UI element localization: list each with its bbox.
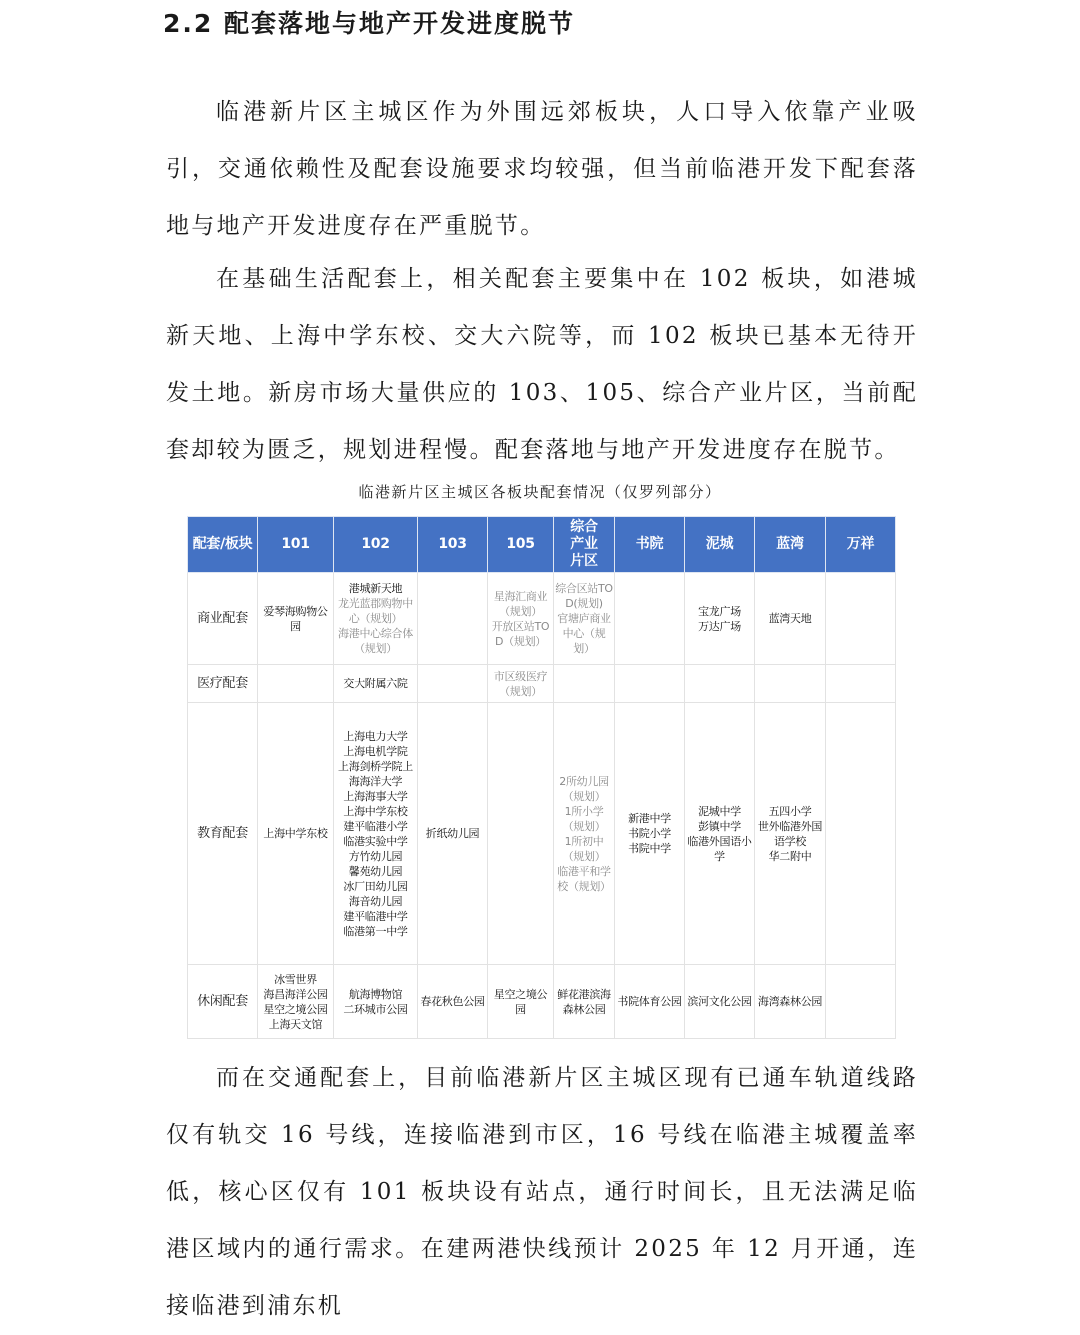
cell-entry: 蓝湾天地 xyxy=(768,612,812,625)
cell-entry: 海湾森林公园 xyxy=(757,995,823,1008)
table-cell xyxy=(418,703,488,965)
cell-entry: 综合区站TOD(规划) xyxy=(555,582,613,610)
table-cell xyxy=(334,573,418,665)
cell-entry: 鲜花港滨海森林公园 xyxy=(557,987,611,1016)
cell-entry: 海港中心综合体（规划） xyxy=(338,627,413,655)
cell-entry: 宝龙广场 xyxy=(698,604,741,618)
cell-entry: 建平临港中学 xyxy=(343,909,408,923)
table-cell xyxy=(826,965,896,1039)
header-cell: 书院 xyxy=(615,517,685,573)
cell-entry: 冰雪世界 xyxy=(274,972,317,986)
table-cell xyxy=(755,573,826,665)
cell-entry: 上海电力大学 xyxy=(343,729,408,743)
cell-entry: 临港实验中学 xyxy=(343,834,408,848)
table-cell xyxy=(488,665,554,703)
table-cell xyxy=(685,703,755,965)
cell-entry: 泥城中学 xyxy=(698,804,741,818)
row-label: 休闲配套 xyxy=(188,965,258,1039)
table-cell xyxy=(554,665,615,703)
cell-entry: 建平临港小学 xyxy=(343,819,408,833)
table-cell xyxy=(685,965,755,1039)
table-cell xyxy=(685,573,755,665)
table-cell xyxy=(554,703,615,965)
header-cell: 101 xyxy=(258,517,334,573)
cell-entry: 星空之境公园 xyxy=(263,1002,328,1016)
cell-entry: 1所小学（规划） xyxy=(562,804,606,833)
cell-entry: 上海海事大学 xyxy=(343,789,408,803)
cell-entry: 世外临港外国语学校 xyxy=(757,819,823,848)
table-row xyxy=(188,965,896,1039)
cell-entry: 临港平和学校（规划） xyxy=(557,864,611,893)
cell-entry: 2所幼儿园（规划） xyxy=(559,774,609,803)
table-cell xyxy=(615,965,685,1039)
table-cell xyxy=(554,965,615,1039)
table-cell xyxy=(334,703,418,965)
header-cell: 102 xyxy=(334,517,418,573)
cell-entry: 爱琴海购物公园 xyxy=(263,604,328,633)
cell-entry: 交大附属六院 xyxy=(343,677,408,690)
table-cell xyxy=(615,703,685,965)
table-cell xyxy=(755,965,826,1039)
table-cell xyxy=(258,665,334,703)
table-cell xyxy=(258,573,334,665)
cell-entry: 折纸幼儿园 xyxy=(425,827,480,840)
cell-entry: 临港外国语小学 xyxy=(687,834,752,863)
table-cell xyxy=(755,665,826,703)
cell-entry: 书院体育公园 xyxy=(617,995,682,1008)
cell-entry: 星海汇商业（规划） xyxy=(493,589,548,618)
cell-entry: 二环城市公园 xyxy=(343,1002,408,1016)
header-cell: 万祥 xyxy=(826,517,896,573)
cell-entry: 五四小学 xyxy=(768,804,812,818)
table-caption: 临港新片区主城区各板块配套情况（仅罗列部分） xyxy=(358,483,722,501)
table-cell xyxy=(258,965,334,1039)
cell-entry: 市区级医疗（规划） xyxy=(493,669,548,698)
header-cell: 综合产业片区 xyxy=(554,517,615,573)
cell-entry: 上海电机学院 xyxy=(343,744,408,758)
table-cell xyxy=(258,703,334,965)
header-cell: 105 xyxy=(488,517,554,573)
header-cell: 蓝湾 xyxy=(755,517,826,573)
cell-entry: 上海剑桥学院上海海洋大学 xyxy=(338,759,413,788)
table-cell xyxy=(826,665,896,703)
header-cell: 配套/板块 xyxy=(188,517,258,573)
table-cell xyxy=(755,703,826,965)
cell-entry: 上海中学东校 xyxy=(343,804,408,818)
cell-entry: 华二附中 xyxy=(768,849,812,863)
table-cell xyxy=(488,965,554,1039)
cell-entry: 1所初中（规划） xyxy=(562,834,606,863)
paragraph-intro: 临港新片区主城区作为外围远郊板块，人口导入依靠产业吸引，交通依赖性及配套设施要求均较强，但当前临港开发下配套落地与地产开发进度存在严重脱节。 xyxy=(166,99,918,239)
row-label: 商业配套 xyxy=(188,573,258,665)
table-cell xyxy=(554,573,615,665)
cell-entry: 万达广场 xyxy=(698,619,741,633)
cell-entry: 开放区站TOD（规划） xyxy=(491,619,550,648)
row-label: 教育配套 xyxy=(188,703,258,965)
table-cell xyxy=(418,965,488,1039)
table-cell xyxy=(826,573,896,665)
table-header-row xyxy=(188,517,896,573)
table-cell xyxy=(685,665,755,703)
cell-entry: 航海博物馆 xyxy=(348,987,403,1001)
table-cell xyxy=(418,573,488,665)
cell-entry: 港城新天地 xyxy=(348,582,403,595)
table-cell xyxy=(334,965,418,1039)
cell-entry: 龙光蓝郡购物中心（规划） xyxy=(338,597,413,625)
cell-entry: 官塘庐商业中心（规划） xyxy=(557,612,611,655)
table-cell xyxy=(418,665,488,703)
section-heading: 2.2 配套落地与地产开发进度脱节 xyxy=(163,9,575,38)
table-cell xyxy=(826,703,896,965)
row-label: 医疗配套 xyxy=(188,665,258,703)
table-row xyxy=(188,703,896,965)
cell-entry: 春花秋色公园 xyxy=(420,995,485,1008)
cell-entry: 方竹幼儿园 xyxy=(348,849,403,863)
cell-entry: 新港中学 xyxy=(628,812,671,825)
table-body xyxy=(188,573,896,1039)
table-cell xyxy=(488,703,554,965)
cell-entry: 冰厂田幼儿园 xyxy=(343,879,408,893)
cell-entry: 海音幼儿园 xyxy=(348,894,403,908)
header-cell: 泥城 xyxy=(685,517,755,573)
header-cell: 103 xyxy=(418,517,488,573)
cell-entry: 书院中学 xyxy=(628,842,671,855)
paragraph-living-facilities: 在基础生活配套上，相关配套主要集中在 102 板块，如港城新天地、上海中学东校、交大六院等，而 102 板块已基本无待开发土地。新房市场大量供应的 103、105、综合产业片区，当前配套却较为匮乏，规划进程慢。配套落地与地产开发进度存在脱节。 xyxy=(166,266,918,463)
table-cell xyxy=(334,665,418,703)
cell-entry: 滨河文化公园 xyxy=(687,995,752,1008)
facilities-table xyxy=(187,516,896,1039)
cell-entry: 彭镇中学 xyxy=(698,819,741,833)
table-cell xyxy=(615,665,685,703)
cell-entry: 馨苑幼儿园 xyxy=(348,864,403,878)
cell-entry: 上海天文馆 xyxy=(268,1017,323,1031)
cell-entry: 临港第一中学 xyxy=(343,924,408,938)
cell-entry: 书院小学 xyxy=(628,827,671,840)
paragraph-transport: 而在交通配套上，目前临港新片区主城区现有已通车轨道线路仅有轨交 16 号线，连接临港到市区，16 号线在临港主城覆盖率低，核心区仅有 101 板块设有站点，通行时间长，且无法满足临港区域内的通行需求。在建两港快线预计 2025 年 12 月开通，连接临港到浦东机 xyxy=(166,1065,918,1319)
cell-entry: 上海中学东校 xyxy=(263,827,328,840)
table-cell xyxy=(615,573,685,665)
table-cell xyxy=(488,573,554,665)
table-row xyxy=(188,573,896,665)
cell-entry: 海昌海洋公园 xyxy=(263,987,328,1001)
table-row xyxy=(188,665,896,703)
cell-entry: 星空之境公园 xyxy=(493,987,548,1016)
